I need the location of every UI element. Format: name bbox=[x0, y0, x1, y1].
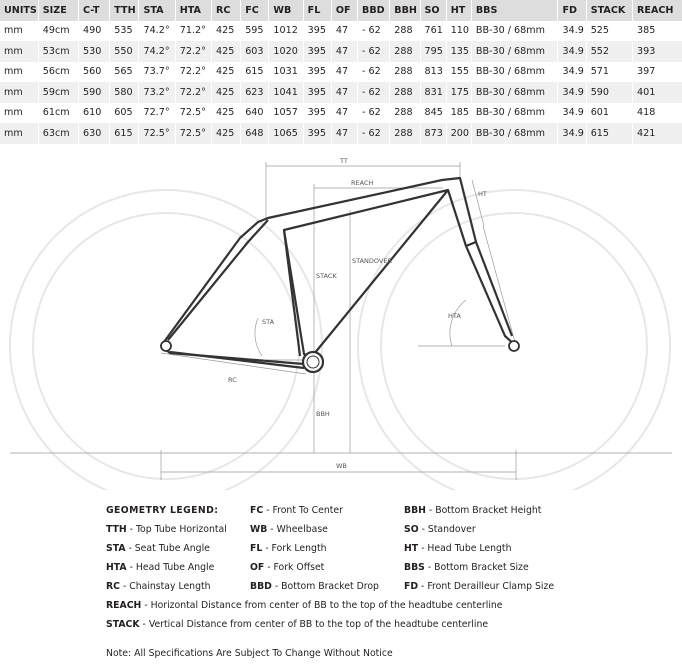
table-cell: - 62 bbox=[358, 82, 390, 103]
table-cell: 640 bbox=[241, 103, 269, 124]
table-cell: 71.2° bbox=[175, 21, 211, 42]
table-cell: - 62 bbox=[358, 123, 390, 144]
table-cell: 623 bbox=[241, 82, 269, 103]
table-row bbox=[0, 82, 682, 103]
table-cell: 34.9 bbox=[558, 41, 586, 62]
col-header: HTA bbox=[175, 0, 211, 21]
table-cell: 59cm bbox=[38, 82, 78, 103]
table-cell: 47 bbox=[331, 21, 357, 42]
label-standover: STANDOVER bbox=[352, 257, 392, 265]
table-cell: - 62 bbox=[358, 21, 390, 42]
table-cell: 72.2° bbox=[175, 41, 211, 62]
legend-item: STA - Seat Tube Angle bbox=[106, 543, 210, 554]
table-cell: 425 bbox=[212, 41, 241, 62]
table-cell: 72.5° bbox=[175, 123, 211, 144]
label-wb: WB bbox=[336, 462, 347, 470]
label-stack: STACK bbox=[316, 272, 337, 280]
dimension-lines bbox=[161, 162, 516, 480]
table-cell: 72.2° bbox=[175, 62, 211, 83]
table-cell: 34.9 bbox=[558, 82, 586, 103]
table-cell: 648 bbox=[241, 123, 269, 144]
table-cell: 601 bbox=[586, 103, 632, 124]
table-cell: 873 bbox=[420, 123, 446, 144]
col-header: OF bbox=[331, 0, 357, 21]
col-header: SO bbox=[420, 0, 446, 21]
table-cell: - 62 bbox=[358, 103, 390, 124]
col-header: HT bbox=[446, 0, 471, 21]
table-cell: BB-30 / 68mm bbox=[471, 41, 558, 62]
table-cell: 288 bbox=[390, 103, 420, 124]
col-header: FL bbox=[303, 0, 331, 21]
table-cell: 395 bbox=[303, 123, 331, 144]
geometry-table bbox=[0, 0, 682, 144]
table-cell: - 62 bbox=[358, 41, 390, 62]
table-cell: 395 bbox=[303, 41, 331, 62]
legend-stack: STACK - Vertical Distance from center of BB to the top of the headtube centerline bbox=[106, 619, 489, 630]
col-header: STACK bbox=[586, 0, 632, 21]
table-cell: 155 bbox=[446, 62, 471, 83]
table-row bbox=[0, 103, 682, 124]
table-cell: 761 bbox=[420, 21, 446, 42]
col-header: TTH bbox=[110, 0, 139, 21]
legend-item: OF - Fork Offset bbox=[250, 562, 325, 573]
table-cell: 615 bbox=[586, 123, 632, 144]
table-cell: 795 bbox=[420, 41, 446, 62]
label-sta: STA bbox=[262, 318, 275, 326]
legend-item: BBS - Bottom Bracket Size bbox=[404, 562, 529, 573]
table-cell: 1020 bbox=[269, 41, 303, 62]
front-axle bbox=[509, 341, 519, 351]
table-cell: BB-30 / 68mm bbox=[471, 103, 558, 124]
col-header: FD bbox=[558, 0, 586, 21]
table-cell: 530 bbox=[79, 41, 110, 62]
label-tt: TT bbox=[340, 157, 348, 165]
table-cell: 72.5° bbox=[139, 123, 175, 144]
table-cell: 61cm bbox=[38, 103, 78, 124]
table-cell: 288 bbox=[390, 41, 420, 62]
table-cell: 425 bbox=[212, 103, 241, 124]
col-header: RC bbox=[212, 0, 241, 21]
table-cell: 34.9 bbox=[558, 123, 586, 144]
table-cell: 813 bbox=[420, 62, 446, 83]
table-cell: 571 bbox=[586, 62, 632, 83]
table-cell: 395 bbox=[303, 21, 331, 42]
table-cell: 288 bbox=[390, 62, 420, 83]
table-cell: 200 bbox=[446, 123, 471, 144]
table-cell: 418 bbox=[633, 103, 682, 124]
table-cell: 395 bbox=[303, 62, 331, 83]
table-cell: 53cm bbox=[38, 41, 78, 62]
table-cell: 74.2° bbox=[139, 21, 175, 42]
col-header: BBD bbox=[358, 0, 390, 21]
table-cell: 63cm bbox=[38, 123, 78, 144]
table-cell: 72.5° bbox=[175, 103, 211, 124]
table-cell: 47 bbox=[331, 62, 357, 83]
rear-axle bbox=[161, 341, 171, 351]
label-rc: RC bbox=[228, 376, 237, 384]
table-row bbox=[0, 41, 682, 62]
table-cell: 288 bbox=[390, 123, 420, 144]
table-cell: 56cm bbox=[38, 62, 78, 83]
table-cell: 630 bbox=[79, 123, 110, 144]
table-row bbox=[0, 62, 682, 83]
legend-item: RC - Chainstay Length bbox=[106, 581, 211, 592]
legend-item: FD - Front Derailleur Clamp Size bbox=[404, 581, 555, 592]
table-cell: 74.2° bbox=[139, 41, 175, 62]
table-cell: 72.2° bbox=[175, 82, 211, 103]
label-hta: HTA bbox=[448, 312, 461, 320]
table-cell: 47 bbox=[331, 123, 357, 144]
legend-item: HTA - Head Tube Angle bbox=[106, 562, 215, 573]
table-cell: 401 bbox=[633, 82, 682, 103]
legend-item: TTH - Top Tube Horizontal bbox=[106, 524, 227, 535]
table-cell: - 62 bbox=[358, 62, 390, 83]
col-header: FC bbox=[241, 0, 269, 21]
bottom-bracket bbox=[303, 352, 323, 372]
bike-frame bbox=[161, 178, 516, 368]
col-header: STA bbox=[139, 0, 175, 21]
table-cell: 525 bbox=[586, 21, 632, 42]
table-cell: 397 bbox=[633, 62, 682, 83]
table-cell: 1031 bbox=[269, 62, 303, 83]
table-cell: 73.7° bbox=[139, 62, 175, 83]
legend-item: FL - Fork Length bbox=[250, 543, 327, 554]
col-header: BBS bbox=[471, 0, 558, 21]
legend-item: HT - Head Tube Length bbox=[404, 543, 512, 554]
legend-item: FC - Front To Center bbox=[250, 505, 343, 516]
table-cell: 110 bbox=[446, 21, 471, 42]
legend-item: BBD - Bottom Bracket Drop bbox=[250, 581, 379, 592]
col-header: WB bbox=[269, 0, 303, 21]
label-reach: REACH bbox=[351, 179, 374, 187]
table-cell: 552 bbox=[586, 41, 632, 62]
table-cell: 393 bbox=[633, 41, 682, 62]
table-cell: mm bbox=[4, 66, 23, 78]
table-cell: 425 bbox=[212, 21, 241, 42]
table-cell: 395 bbox=[303, 82, 331, 103]
table-cell: 605 bbox=[110, 103, 139, 124]
table-cell: 185 bbox=[446, 103, 471, 124]
table-cell: 47 bbox=[331, 82, 357, 103]
table-cell: 580 bbox=[110, 82, 139, 103]
disclaimer-note: Note: All Specifications Are Subject To Change Without Notice bbox=[106, 648, 393, 659]
legend-item: WB - Wheelbase bbox=[250, 524, 328, 535]
table-cell: BB-30 / 68mm bbox=[471, 62, 558, 83]
col-header: UNITS bbox=[4, 4, 37, 16]
table-cell: 421 bbox=[633, 123, 682, 144]
table-cell: 1012 bbox=[269, 21, 303, 42]
col-header: C-T bbox=[79, 0, 110, 21]
table-cell: mm bbox=[4, 25, 23, 37]
table-cell: 425 bbox=[212, 123, 241, 144]
table-cell: mm bbox=[4, 107, 23, 119]
table-cell: 831 bbox=[420, 82, 446, 103]
table-cell: 49cm bbox=[38, 21, 78, 42]
table-cell: 395 bbox=[303, 103, 331, 124]
table-row bbox=[0, 123, 682, 144]
table-cell: 1041 bbox=[269, 82, 303, 103]
table-cell: 385 bbox=[633, 21, 682, 42]
table-cell: 425 bbox=[212, 82, 241, 103]
table-cell: BB-30 / 68mm bbox=[471, 21, 558, 42]
table-cell: mm bbox=[4, 45, 23, 57]
table-cell: 603 bbox=[241, 41, 269, 62]
table-cell: 34.9 bbox=[558, 62, 586, 83]
table-header-row bbox=[0, 0, 682, 21]
table-cell: BB-30 / 68mm bbox=[471, 123, 558, 144]
table-cell: 47 bbox=[331, 103, 357, 124]
table-cell: 34.9 bbox=[558, 103, 586, 124]
table-cell: 615 bbox=[241, 62, 269, 83]
table-cell: mm bbox=[4, 86, 23, 98]
table-cell: 550 bbox=[110, 41, 139, 62]
table-cell: 595 bbox=[241, 21, 269, 42]
table-cell: 615 bbox=[110, 123, 139, 144]
table-cell: 590 bbox=[79, 82, 110, 103]
label-bbh: BBH bbox=[316, 410, 330, 418]
table-cell: 288 bbox=[390, 21, 420, 42]
table-cell: 610 bbox=[79, 103, 110, 124]
col-header: BBH bbox=[390, 0, 420, 21]
table-cell: 1057 bbox=[269, 103, 303, 124]
table-cell: 34.9 bbox=[558, 21, 586, 42]
table-cell: mm bbox=[4, 127, 23, 139]
table-cell: BB-30 / 68mm bbox=[471, 82, 558, 103]
table-cell: 72.7° bbox=[139, 103, 175, 124]
table-cell: 135 bbox=[446, 41, 471, 62]
col-header: SIZE bbox=[38, 0, 78, 21]
table-cell: 490 bbox=[79, 21, 110, 42]
table-cell: 175 bbox=[446, 82, 471, 103]
table-row bbox=[0, 21, 682, 42]
table-cell: 845 bbox=[420, 103, 446, 124]
table-body bbox=[0, 21, 682, 144]
legend-reach: REACH - Horizontal Distance from center of BB to the top of the headtube centerline bbox=[106, 600, 503, 611]
table-cell: 73.2° bbox=[139, 82, 175, 103]
table-cell: 535 bbox=[110, 21, 139, 42]
table-cell: 565 bbox=[110, 62, 139, 83]
table-cell: 560 bbox=[79, 62, 110, 83]
col-header: REACH bbox=[633, 0, 682, 21]
table-cell: 590 bbox=[586, 82, 632, 103]
geometry-legend bbox=[0, 490, 682, 666]
label-ht: HT bbox=[478, 190, 487, 198]
legend-item: BBH - Bottom Bracket Height bbox=[404, 505, 542, 516]
bike-geometry-diagram bbox=[0, 150, 682, 490]
table-cell: 425 bbox=[212, 62, 241, 83]
table-cell: 1065 bbox=[269, 123, 303, 144]
table-cell: 288 bbox=[390, 82, 420, 103]
table-cell: 47 bbox=[331, 41, 357, 62]
legend-item: SO - Standover bbox=[404, 524, 476, 535]
legend-title: GEOMETRY LEGEND: bbox=[106, 505, 219, 516]
